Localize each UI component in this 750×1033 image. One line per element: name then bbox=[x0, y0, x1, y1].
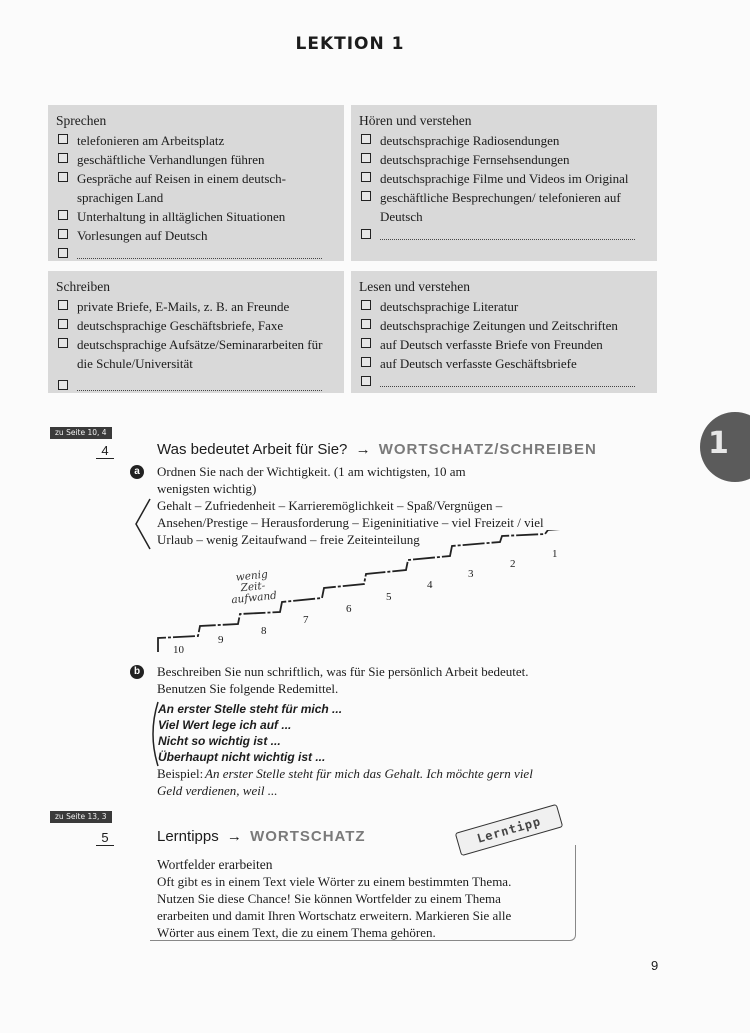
exercise-title: Lerntipps → WORTSCHATZ bbox=[157, 828, 366, 845]
checklist-item[interactable]: deutschsprachige Filme und Videos im Original bbox=[359, 169, 649, 188]
checkbox-icon[interactable] bbox=[361, 229, 371, 239]
skill-box-hoeren bbox=[351, 105, 657, 261]
stair-label: 10 bbox=[173, 644, 184, 656]
checklist-item[interactable]: Unterhaltung in alltäglichen Situationen bbox=[56, 207, 336, 226]
checkbox-icon[interactable] bbox=[361, 134, 371, 144]
example-label: Beispiel: bbox=[157, 766, 204, 781]
ranking-staircase bbox=[150, 530, 590, 660]
page-title: LEKTION 1 bbox=[295, 34, 405, 54]
word-list: Gehalt – Zufriedenheit – Karrieremöglichkeit – Spaß/Vergnügen – Ansehen/Prestige – Herausforderung – Eigeninitiative – viel Freizeit / viel Urlaub – wenig Zeitaufwand – freie Zeiteinteilung bbox=[157, 498, 544, 547]
task-a-instruction: Ordnen Sie nach der Wichtigkeit. (1 am wichtigsten, 10 am wenigsten wichtig) bbox=[157, 464, 466, 496]
checkbox-icon[interactable] bbox=[58, 210, 68, 220]
phrase-item: Nicht so wichtig ist ... bbox=[158, 734, 281, 748]
checkbox-icon[interactable] bbox=[58, 134, 68, 144]
checklist-item[interactable]: deutschsprachige Zeitungen und Zeitschriften bbox=[359, 316, 649, 335]
checkbox-icon[interactable] bbox=[361, 376, 371, 386]
checklist-item[interactable]: geschäftliche Besprechungen/ telefonieren auf Deutsch bbox=[359, 188, 649, 226]
tip-text: Oft gibt es in einem Text viele Wörter zu einem bestimmten Thema. Nutzen Sie diese Chance! Sie können Wortfelder zu einem Thema erarbeiten und damit Ihren Wortschatz erweitern. Markieren Sie alle Wörter aus einem Text, die zu einem Thema gehören. bbox=[157, 874, 512, 940]
exercise-keyword: WORTSCHATZ bbox=[250, 828, 366, 845]
stair-label: 8 bbox=[261, 625, 267, 637]
checklist-item[interactable]: private Briefe, E-Mails, z. B. an Freunde bbox=[56, 297, 336, 316]
checkbox-icon[interactable] bbox=[58, 380, 68, 390]
checklist-item[interactable]: telefonieren am Arbeitsplatz bbox=[56, 131, 336, 150]
phrase-item: Überhaupt nicht wichtig ist ... bbox=[158, 750, 326, 764]
checkbox-icon[interactable] bbox=[361, 319, 371, 329]
exercise-number: 4 bbox=[96, 443, 114, 459]
skill-box-sprechen bbox=[48, 105, 344, 261]
checkbox-icon[interactable] bbox=[361, 357, 371, 367]
checklist-item[interactable]: Vorlesungen auf Deutsch bbox=[56, 226, 336, 245]
page-number: 9 bbox=[651, 958, 659, 973]
stair-label: 4 bbox=[427, 579, 433, 591]
checkbox-icon[interactable] bbox=[58, 319, 68, 329]
stair-label: 5 bbox=[386, 591, 392, 603]
checkbox-icon[interactable] bbox=[58, 153, 68, 163]
blank-line[interactable] bbox=[380, 373, 635, 387]
example-text: An erster Stelle steht für mich das Gehalt. Ich möchte gern viel Geld verdienen, weil ... bbox=[157, 766, 533, 798]
checklist-item-blank[interactable] bbox=[359, 226, 649, 240]
blank-line[interactable] bbox=[77, 245, 322, 259]
skill-box-lesen bbox=[351, 271, 657, 393]
checkbox-icon[interactable] bbox=[361, 300, 371, 310]
stair-label: 7 bbox=[303, 614, 309, 626]
box-title: Lesen und verstehen bbox=[359, 279, 470, 294]
checklist-item[interactable]: deutschsprachige Aufsätze/Seminararbeiten für die Schule/Universität bbox=[56, 335, 336, 373]
checkbox-icon[interactable] bbox=[361, 172, 371, 182]
phrase-item: Viel Wert lege ich auf ... bbox=[158, 718, 292, 732]
checkbox-icon[interactable] bbox=[58, 248, 68, 258]
stair-label: 6 bbox=[346, 603, 352, 615]
stair-label: 1 bbox=[552, 548, 558, 560]
page-reference-tag: zu Seite 13, 3 bbox=[50, 811, 112, 823]
checkbox-icon[interactable] bbox=[361, 338, 371, 348]
checklist-item[interactable]: auf Deutsch verfasste Geschäftsbriefe bbox=[359, 354, 649, 373]
phrase-item: An erster Stelle steht für mich ... bbox=[158, 702, 343, 716]
page-reference-tag: zu Seite 10, 4 bbox=[50, 427, 112, 439]
exercise-keyword: WORTSCHATZ/SCHREIBEN bbox=[378, 441, 597, 458]
checklist-item[interactable]: geschäftliche Verhandlungen führen bbox=[56, 150, 336, 169]
stair-label: 2 bbox=[510, 558, 516, 570]
stair-label: 9 bbox=[218, 634, 224, 646]
checkbox-icon[interactable] bbox=[361, 191, 371, 201]
checkbox-icon[interactable] bbox=[361, 153, 371, 163]
chapter-tab: 1 bbox=[700, 412, 750, 482]
task-marker-b: b bbox=[130, 665, 144, 679]
checkbox-icon[interactable] bbox=[58, 229, 68, 239]
checklist-item[interactable]: auf Deutsch verfasste Briefe von Freunden bbox=[359, 335, 649, 354]
tip-subtitle: Wortfelder erarbeiten bbox=[157, 857, 273, 872]
checklist-item[interactable]: deutschsprachige Geschäftsbriefe, Faxe bbox=[56, 316, 336, 335]
checklist-item[interactable]: deutschsprachige Fernsehsendungen bbox=[359, 150, 649, 169]
checkbox-icon[interactable] bbox=[58, 338, 68, 348]
task-b-instruction: Beschreiben Sie nun schriftlich, was für Sie persönlich Arbeit bedeutet. Benutzen Sie folgende Redemittel. bbox=[157, 664, 529, 696]
lerntipp-stamp: Lerntipp bbox=[455, 804, 564, 856]
handwritten-answer: wenig Zeit- aufwand bbox=[230, 568, 278, 607]
checklist-item[interactable]: Gespräche auf Reisen in einem deutsch- sprachigen Land bbox=[56, 169, 336, 207]
checkbox-icon[interactable] bbox=[58, 300, 68, 310]
checklist-item-blank[interactable] bbox=[56, 245, 336, 259]
checklist-item[interactable]: deutschsprachige Literatur bbox=[359, 297, 649, 316]
checklist-item[interactable]: deutschsprachige Radiosendungen bbox=[359, 131, 649, 150]
blank-line[interactable] bbox=[380, 226, 635, 240]
task-marker-a: a bbox=[130, 465, 144, 479]
exercise-number: 5 bbox=[96, 830, 114, 846]
arrow-icon: → bbox=[226, 828, 242, 845]
box-title: Schreiben bbox=[56, 279, 110, 294]
checklist-item-blank[interactable] bbox=[56, 377, 336, 391]
box-title: Sprechen bbox=[56, 113, 107, 128]
exercise-title: Was bedeutet Arbeit für Sie? → WORTSCHATZ/SCHREIBEN bbox=[157, 441, 597, 458]
arrow-icon: → bbox=[355, 441, 371, 458]
blank-line[interactable] bbox=[77, 377, 322, 391]
skill-box-schreiben bbox=[48, 271, 344, 393]
stair-label: 3 bbox=[468, 568, 474, 580]
box-title: Hören und verstehen bbox=[359, 113, 472, 128]
checklist-item-blank[interactable] bbox=[359, 373, 649, 387]
checkbox-icon[interactable] bbox=[58, 172, 68, 182]
